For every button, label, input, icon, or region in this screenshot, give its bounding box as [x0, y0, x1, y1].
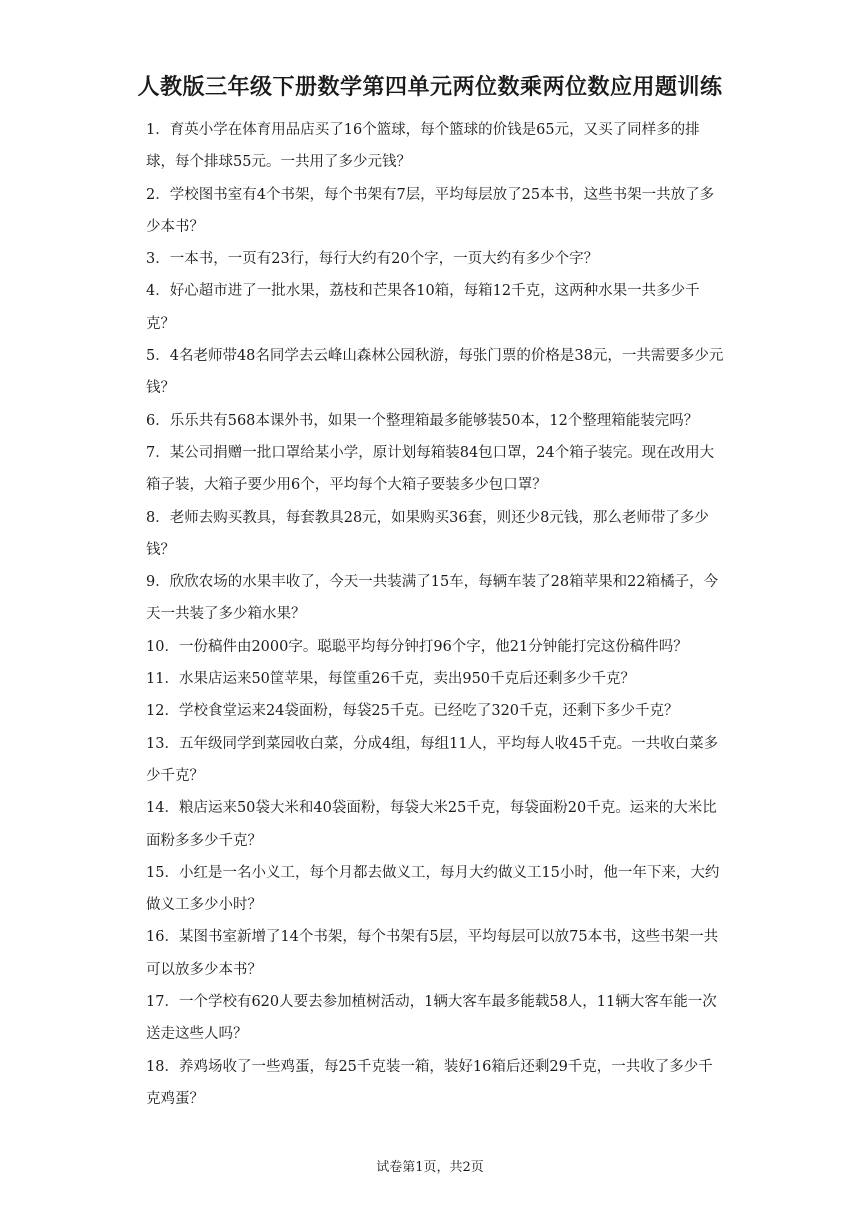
question-item: 4．好心超市进了一批水果，荔枝和芒果各10箱，每箱12千克，这两种水果一共多少千克？: [146, 283, 700, 332]
question-item: 7．某公司捐赠一批口罩给某小学，原计划每箱装84包口罩，24个箱子装完。现在改用大箱子装，大箱子要少用6个，平均每个大箱子要装多少包口罩？: [146, 444, 715, 494]
question-item: 3．一本书，一页有23行，每行大约有20个字，一页大约有多少个字？: [146, 251, 599, 268]
question-item: 16．某图书室新增了14个书架，每个书架有5层，平均每层可以放75本书，这些书架一共可以放多少本书？: [146, 929, 719, 978]
question-item: 6．乐乐共有568本课外书，如果一个整理箱最多能够装50本，12个整理箱能装完吗？: [146, 412, 699, 429]
question-item: 2．学校图书室有4个书架，每个书架有7层，平均每层放了25本书，这些书架一共放了多少本书？: [146, 186, 715, 235]
page-title: 人教版三年级下册数学第四单元两位数乘两位数应用题训练: [137, 74, 723, 100]
question-item: 1．育英小学在体育用品店买了16个篮球，每个篮球的价钱是65元，又买了同样多的排球，每个排球55元。一共用了多少元钱？: [146, 122, 700, 171]
question-item: 13．五年级同学到菜园收白菜，分成4组，每组11人，平均每人收45千克。一共收白菜多少千克？: [146, 735, 719, 784]
page-footer: 试卷第1页，共2页: [376, 1160, 484, 1175]
question-item: 14．粮店运来50袋大米和40袋面粉，每袋大米25千克，每袋面粉20千克。运来的大米比面粉多多少千克？: [146, 800, 717, 849]
question-list: [146, 114, 726, 1115]
question-item: 18．养鸡场收了一些鸡蛋，每25千克装一箱，装好16箱后还剩29千克，一共收了多少千克鸡蛋？: [146, 1058, 713, 1107]
question-item: 12．学校食堂运来24袋面粉，每袋25千克。已经吃了320千克，还剩下多少千克？: [146, 703, 679, 720]
question-item: 17．一个学校有620人要去参加植树活动，1辆大客车最多能载58人，11辆大客车能一次送走这些人吗？: [146, 994, 717, 1043]
question-item: 5．4名老师带48名同学去云峰山森林公园秋游，每张门票的价格是38元，一共需要多少元钱？: [146, 348, 724, 397]
question-item: 15．小红是一名小义工，每个月都去做义工，每月大约做义工15小时，他一年下来，大约做义工多少小时？: [146, 864, 720, 914]
question-item: 11．水果店运来50筐苹果，每筐重26千克，卖出950千克后还剩多少千克？: [146, 671, 636, 688]
question-item: 10．一份稿件由2000字。聪聪平均每分钟打96个字，他21分钟能打完这份稿件吗？: [146, 638, 688, 655]
question-item: 8．老师去购买教具，每套教具28元，如果购买36套，则还少8元钱，那么老师带了多少钱？: [146, 509, 709, 558]
question-item: 9．欣欣农场的水果丰收了，今天一共装满了15车，每辆车装了28箱苹果和22箱橘子，今天一共装了多少箱水果？: [146, 574, 719, 623]
